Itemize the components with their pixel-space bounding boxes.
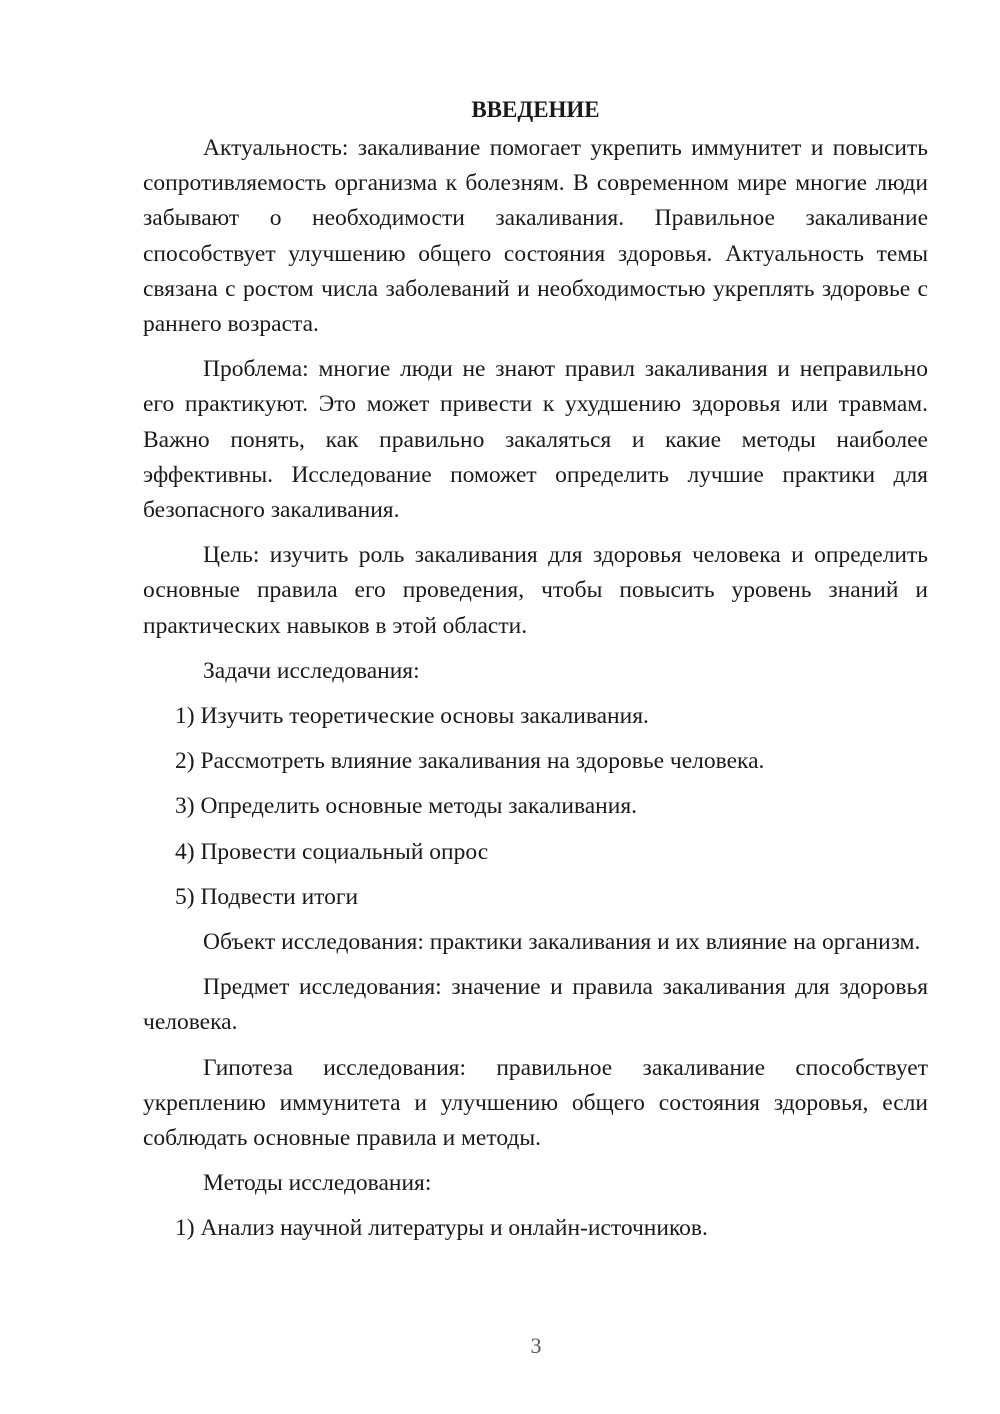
methods-heading: Методы исследования: bbox=[203, 1170, 432, 1197]
relevance-paragraph: Актуальность: закаливание помогает укрепить иммунитет и повысить сопротивляемость организма к болезням. В современном мире многие люди забывают о необходимости закаливания. Правильное закаливание способствует улучшению общего состояния здоровья. Актуальность темы связана с ростом числа заболеваний и необходимостью укреплять здоровье с раннего возраста. bbox=[143, 135, 928, 338]
page-title: ВВЕДЕНИЕ bbox=[471, 97, 600, 122]
tasks-heading: Задачи исследования: bbox=[203, 657, 420, 684]
subject-paragraph: Предмет исследования: значение и правила закаливания для здоровья человека. bbox=[143, 974, 928, 1036]
hypothesis-paragraph: Гипотеза исследования: правильное закаливание способствует укреплению иммунитета и улучшению общего состояния здоровья, если соблюдать основные правила и методы. bbox=[143, 1054, 928, 1152]
object-paragraph: Объект исследования: практики закаливания и их влияние на организм. bbox=[203, 929, 921, 956]
task-item-5: 5) Подвести итоги bbox=[175, 883, 359, 910]
task-item-2: 2) Рассмотреть влияние закаливания на здоровье человека. bbox=[175, 748, 765, 775]
task-item-4: 4) Провести социальный опрос bbox=[175, 838, 489, 865]
goal-paragraph: Цель: изучить роль закаливания для здоровья человека и определить основные правила его проведения, чтобы повысить уровень знаний и практических навыков в этой области. bbox=[143, 542, 928, 639]
page-content bbox=[143, 92, 928, 1257]
task-item-1: 1) Изучить теоретические основы закаливания. bbox=[175, 703, 649, 730]
problem-paragraph: Проблема: многие люди не знают правил закаливания и неправильно его практикуют. Это может привести к ухудшению здоровья или травмам. Важно понять, как правильно закаляться и какие методы наиболее эффективны. Исследование поможет определить лучшие практики для безопасного закаливания. bbox=[143, 356, 928, 524]
page-number: 3 bbox=[530, 1333, 542, 1358]
method-item-1: 1) Анализ научной литературы и онлайн-источников. bbox=[175, 1215, 708, 1242]
task-item-3: 3) Определить основные методы закаливания. bbox=[175, 793, 638, 820]
